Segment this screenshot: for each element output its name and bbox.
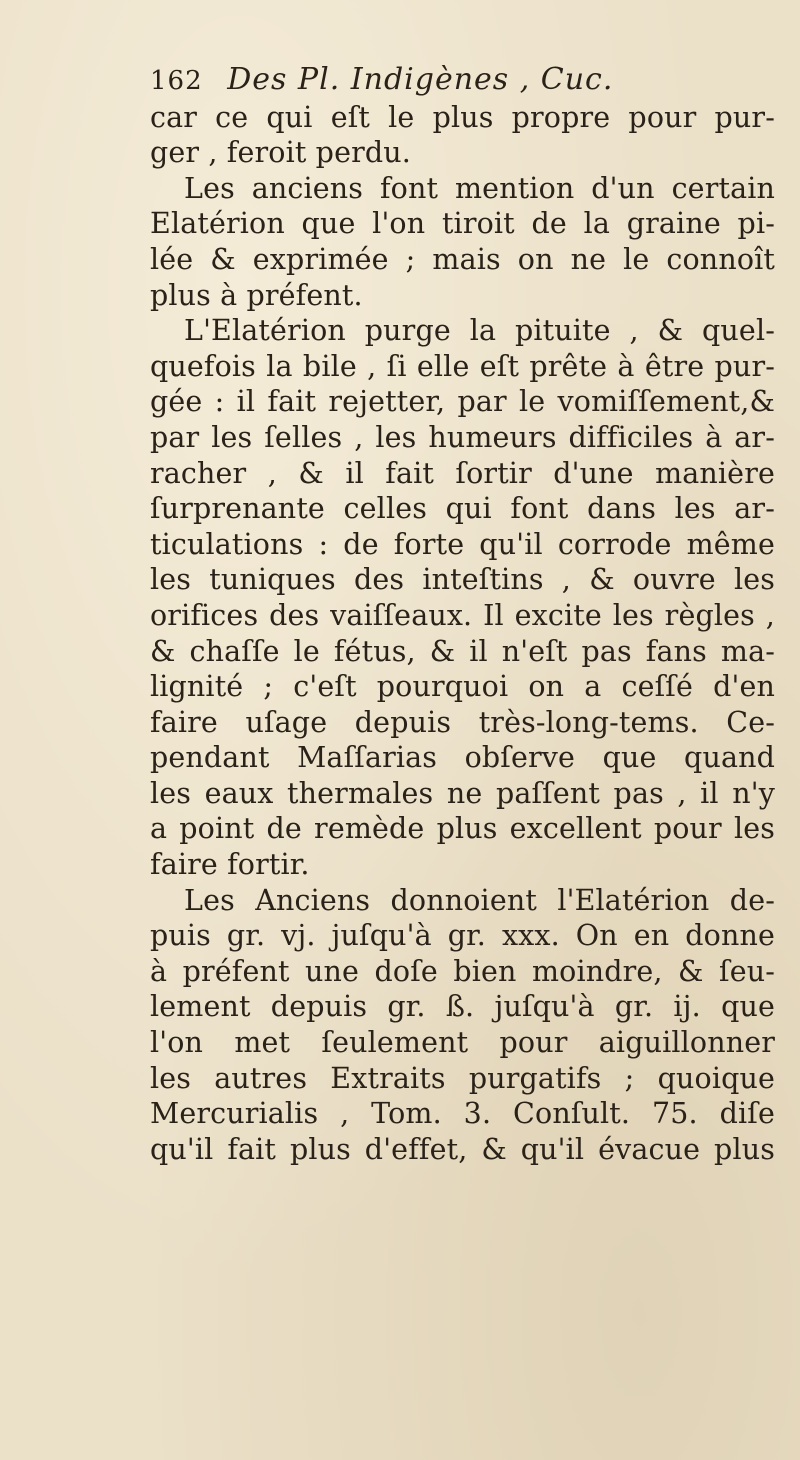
text-line: puis gr. vj. juſqu'à gr. xxx. On en donne bbox=[150, 919, 775, 953]
text-line: & chaſſe le fétus, & il n'eſt pas fans ma- bbox=[150, 634, 775, 668]
text-line: plus à préfent. bbox=[150, 278, 363, 312]
text-line: par les ſelles , les humeurs difficiles à ar- bbox=[150, 420, 775, 454]
text-line: ticulations : de forte qu'il corrode même bbox=[150, 527, 775, 561]
page-number: 162 bbox=[150, 66, 203, 96]
text-line: l'on met ſeulement pour aiguillonner bbox=[150, 1026, 775, 1060]
text-line: Mercurialis , Tom. 3. Conſult. 75. diſe bbox=[150, 1097, 775, 1131]
text-line: racher , & il fait ſortir d'une manière bbox=[150, 456, 775, 490]
text-line: lignité ; c'eſt pourquoi on a ceſſé d'en bbox=[150, 670, 775, 704]
text-line: Les anciens font mention d'un certain bbox=[184, 171, 775, 205]
text-line: a point de remède plus excellent pour les bbox=[150, 812, 775, 846]
running-header bbox=[150, 62, 775, 98]
page-text bbox=[150, 62, 775, 1167]
text-line: les autres Extraits purgatifs ; quoique bbox=[150, 1061, 775, 1095]
text-line: faire fortir. bbox=[150, 848, 310, 882]
text-line: ger , feroit perdu. bbox=[150, 136, 411, 170]
text-line: pendant Maſſarias obſerve que quand bbox=[150, 741, 775, 775]
text-line: ſurprenante celles qui font dans les ar- bbox=[150, 492, 775, 526]
text-line: car ce qui eſt le plus propre pour pur- bbox=[150, 100, 775, 134]
text-line: Les Anciens donnoient l'Elatérion de- bbox=[184, 883, 775, 917]
text-line: orifices des vaiſſeaux. Il excite les règles , bbox=[150, 598, 775, 632]
text-line: quefois la bile , ſi elle eſt prête à être pur- bbox=[150, 349, 775, 383]
text-line: faire uſage depuis très-long-tems. Ce- bbox=[150, 705, 775, 739]
text-line: qu'il fait plus d'effet, & qu'il évacue plus bbox=[150, 1132, 775, 1166]
text-line: lée & exprimée ; mais on ne le connoît bbox=[150, 242, 775, 276]
text-line: gée : il fait rejetter, par le vomiſſement,& bbox=[150, 385, 775, 419]
text-line: Elatérion que l'on tiroit de la graine pi- bbox=[150, 207, 775, 241]
text-line: lement depuis gr. ß. juſqu'à gr. ij. que bbox=[150, 990, 775, 1024]
text-line: L'Elatérion purge la pituite , & quel- bbox=[184, 314, 775, 348]
running-title: Des Pl. Indigènes , Cuc. bbox=[227, 62, 614, 97]
text-line: les eaux thermales ne paſſent pas , il n'y bbox=[150, 776, 775, 810]
text-line: les tuniques des inteſtins , & ouvre les bbox=[150, 563, 775, 597]
text-line: à préfent une doſe bien moindre, & ſeu- bbox=[150, 954, 775, 988]
